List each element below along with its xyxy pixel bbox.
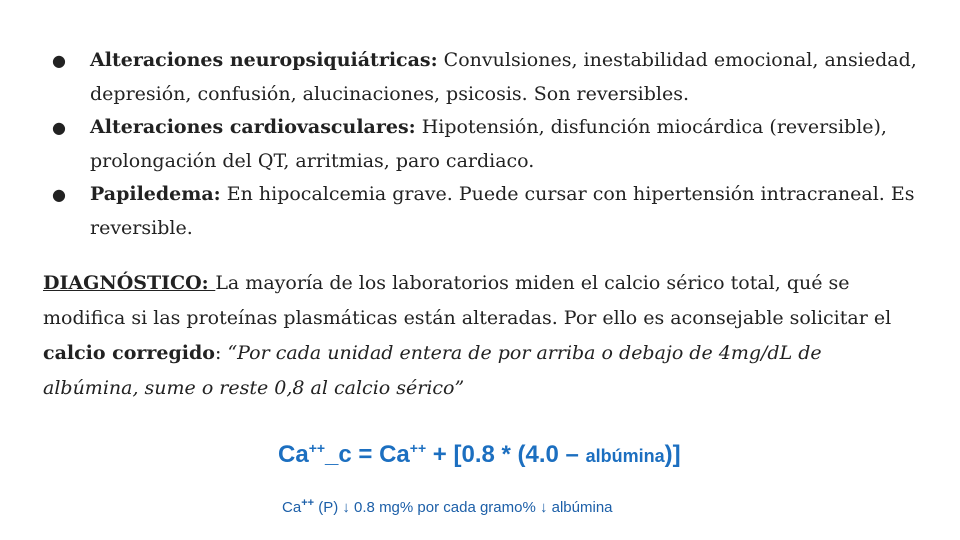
colon: : xyxy=(214,342,228,364)
formula-end: )] xyxy=(664,441,681,468)
item-text: En hipocalcemia grave. Puede cursar con hipertensión intracraneal. Es reversible. xyxy=(90,183,915,239)
symptom-list xyxy=(52,44,932,245)
formula-mid: _c = Ca xyxy=(325,441,410,468)
list-item xyxy=(52,44,932,111)
item-text: Hipotensión, disfunción miocárdica (reversible), prolongación del QT, arritmias, paro cardiaco. xyxy=(90,116,887,172)
diagnostico-paragraph xyxy=(43,266,923,406)
bullet-icon: ● xyxy=(52,51,66,70)
formula-ca: Ca xyxy=(278,441,309,468)
corrected-calcium-formula xyxy=(278,440,681,469)
item-term: Papiledema: xyxy=(90,183,221,205)
item-term: Alteraciones neuropsiquiátricas: xyxy=(90,49,438,71)
rule-quote: “Por cada unidad entera de por arriba o debajo de 4mg/dL de albúmina, sume o reste 0,8 al calcio sérico” xyxy=(43,342,822,399)
formula-mid: + [0.8 * (4.0 – xyxy=(426,441,586,468)
note-ca: Ca xyxy=(282,499,302,516)
bullet-icon: ● xyxy=(52,118,66,137)
note-sup: ++ xyxy=(301,497,315,509)
list-item xyxy=(52,111,932,178)
formula-albumina: albúmina xyxy=(585,446,665,466)
item-text: Convulsiones, inestabilidad emocional, ansiedad, depresión, confusión, alucinaciones, psicosis. Son reversibles. xyxy=(90,49,917,105)
calcio-corregido-term: calcio corregido xyxy=(43,342,215,364)
formula-sup: ++ xyxy=(409,440,427,456)
note-text: (P) ↓ 0.8 mg% por cada gramo% ↓ albúmina xyxy=(314,499,613,516)
bullet-icon: ● xyxy=(52,185,66,204)
list-item xyxy=(52,178,932,245)
albumin-rule-note xyxy=(282,497,613,516)
item-term: Alteraciones cardiovasculares: xyxy=(90,116,416,138)
diagnostico-text: La mayoría de los laboratorios miden el calcio sérico total, qué se modifica si las proteínas plasmáticas están alteradas. Por ello es aconsejable solicitar el xyxy=(43,272,892,329)
diagnostico-heading: DIAGNÓSTICO: xyxy=(43,272,216,294)
formula-sup: ++ xyxy=(308,440,326,456)
